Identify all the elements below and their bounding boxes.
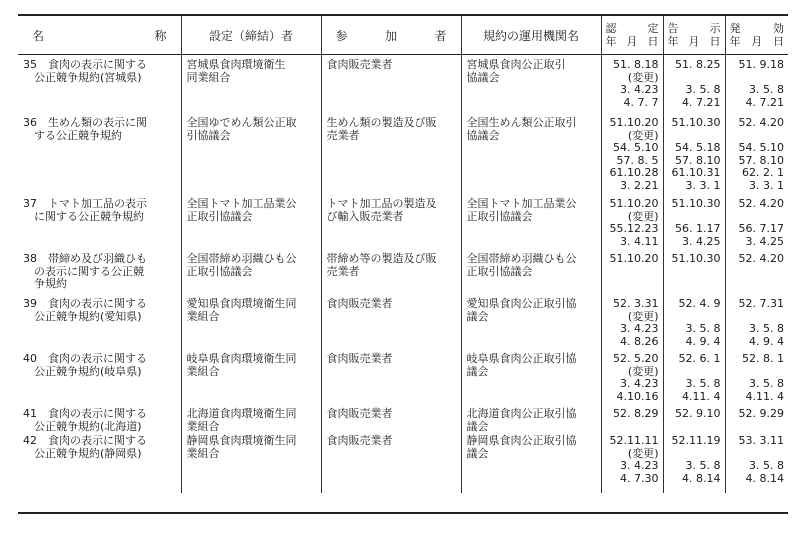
header-hakko [725, 16, 788, 55]
cell-operator: 全国帯締め羽織ひも公 正取引協議会 [461, 252, 601, 297]
cell-operator: 愛知県食肉公正取引協 議会 [461, 297, 601, 352]
header-kokuji-bottom: 年月日 [667, 35, 721, 48]
cell-participant: 生めん類の製造及び販 売業者 [321, 113, 461, 197]
cell-hakko: 52. 4.20 54. 5.10 57. 8.10 62. 2. 1 3. 3. 1 [725, 113, 788, 197]
header-founder: 設定（締結）者 [181, 16, 321, 55]
cell-participant: 食肉販売業者 [321, 297, 461, 352]
cell-operator: 全国生めん類公正取引 協議会 [461, 113, 601, 197]
cell-participant: 食肉販売業者 [321, 434, 461, 493]
cell-nintei: 51.10.20 (変更) 55.12.23 3. 4.11 [601, 197, 663, 252]
cell-hakko: 52. 4.20 [725, 252, 788, 297]
table-row [18, 352, 788, 407]
header-nintei-top: 認 定 [605, 22, 659, 35]
header-name: 名 称 [18, 16, 181, 55]
cell-founder: 全国ゆでめん類公正取 引協議会 [181, 113, 321, 197]
cell-name: 40 食肉の表示に関する 公正競争規約(岐阜県) [23, 352, 147, 378]
header-hakko-top: 発 効 [729, 22, 784, 35]
cell-kokuji: 52.11.19 3. 5. 8 4. 8.14 [663, 434, 725, 493]
cell-kokuji: 51. 8.25 3. 5. 8 4. 7.21 [663, 55, 725, 114]
header-kokuji [663, 16, 725, 55]
cell-nintei: 51. 8.18 (変更) 3. 4.23 4. 7. 7 [601, 55, 663, 114]
header-nintei [601, 16, 663, 55]
cell-founder: 全国トマト加工品業公 正取引協議会 [181, 197, 321, 252]
cell-hakko: 52. 8. 1 3. 5. 8 4.11. 4 [725, 352, 788, 407]
cell-participant: 食肉販売業者 [321, 55, 461, 114]
cell-operator: 北海道食肉公正取引協 議会 [461, 407, 601, 434]
cell-nintei: 52. 5.20 (変更) 3. 4.23 4.10.16 [601, 352, 663, 407]
cell-hakko: 52. 7.31 3. 5. 8 4. 9. 4 [725, 297, 788, 352]
cell-name: 41 食肉の表示に関する 公正競争規約(北海道) [23, 407, 147, 433]
cell-founder: 静岡県食肉環境衛生同 業組合 [181, 434, 321, 493]
cell-name: 38 帯締め及び羽織ひも の表示に関する公正競 争規約 [23, 252, 147, 290]
cell-nintei: 51.10.20 (変更) 54. 5.10 57. 8. 5 61.10.28 3. 2.21 [601, 113, 663, 197]
table-row [18, 434, 788, 493]
cell-name: 36 生めん類の表示に関 する公正競争規約 [23, 116, 147, 142]
table-row [18, 197, 788, 252]
header-kokuji-top: 告 示 [667, 22, 721, 35]
cell-nintei: 52. 3.31 (変更) 3. 4.23 4. 8.26 [601, 297, 663, 352]
table-header [18, 16, 788, 55]
cell-kokuji: 51.10.30 [663, 252, 725, 297]
table-row [18, 55, 788, 114]
cell-operator: 静岡県食肉公正取引協 議会 [461, 434, 601, 493]
cell-name: 42 食肉の表示に関する 公正競争規約(静岡県) [23, 434, 147, 460]
cell-hakko: 52. 9.29 [725, 407, 788, 434]
cell-nintei: 52. 8.29 [601, 407, 663, 434]
cell-hakko: 51. 9.18 3. 5. 8 4. 7.21 [725, 55, 788, 114]
cell-founder: 愛知県食肉環境衛生同 業組合 [181, 297, 321, 352]
cell-founder: 北海道食肉環境衛生同 業組合 [181, 407, 321, 434]
cell-kokuji: 51.10.30 56. 1.17 3. 4.25 [663, 197, 725, 252]
cell-founder: 岐阜県食肉環境衛生同 業組合 [181, 352, 321, 407]
table-row [18, 297, 788, 352]
table-row [18, 252, 788, 297]
cell-nintei: 51.10.20 [601, 252, 663, 297]
cell-name: 35 食肉の表示に関する 公正競争規約(宮城県) [23, 58, 147, 84]
regulation-table [18, 16, 788, 493]
cell-nintei: 52.11.11 (変更) 3. 4.23 4. 7.30 [601, 434, 663, 493]
cell-hakko: 52. 4.20 56. 7.17 3. 4.25 [725, 197, 788, 252]
cell-participant: トマト加工品の製造及 び輸入販売業者 [321, 197, 461, 252]
cell-founder: 宮城県食肉環境衛生 同業組合 [181, 55, 321, 114]
cell-hakko: 53. 3.11 3. 5. 8 4. 8.14 [725, 434, 788, 493]
cell-kokuji: 52. 9.10 [663, 407, 725, 434]
cell-kokuji: 52. 4. 9 3. 5. 8 4. 9. 4 [663, 297, 725, 352]
header-nintei-bottom: 年月日 [605, 35, 659, 48]
header-hakko-bottom: 年月日 [729, 35, 784, 48]
cell-kokuji: 52. 6. 1 3. 5. 8 4.11. 4 [663, 352, 725, 407]
header-participant: 参 加 者 [321, 16, 461, 55]
cell-name: 37 トマト加工品の表示 に関する公正競争規約 [23, 197, 147, 223]
table-row [18, 407, 788, 434]
cell-kokuji: 51.10.30 54. 5.18 57. 8.10 61.10.31 3. 3. 1 [663, 113, 725, 197]
cell-operator: 岐阜県食肉公正取引協 議会 [461, 352, 601, 407]
regulation-table-page [18, 14, 788, 514]
cell-participant: 食肉販売業者 [321, 352, 461, 407]
cell-participant: 帯締め等の製造及び販 売業者 [321, 252, 461, 297]
cell-name: 39 食肉の表示に関する 公正競争規約(愛知県) [23, 297, 147, 323]
table-row [18, 113, 788, 197]
cell-operator: 全国トマト加工品業公 正取引協議会 [461, 197, 601, 252]
cell-participant: 食肉販売業者 [321, 407, 461, 434]
header-operator: 規約の運用機関名 [461, 16, 601, 55]
cell-operator: 宮城県食肉公正取引 協議会 [461, 55, 601, 114]
cell-founder: 全国帯締め羽織ひも公 正取引協議会 [181, 252, 321, 297]
